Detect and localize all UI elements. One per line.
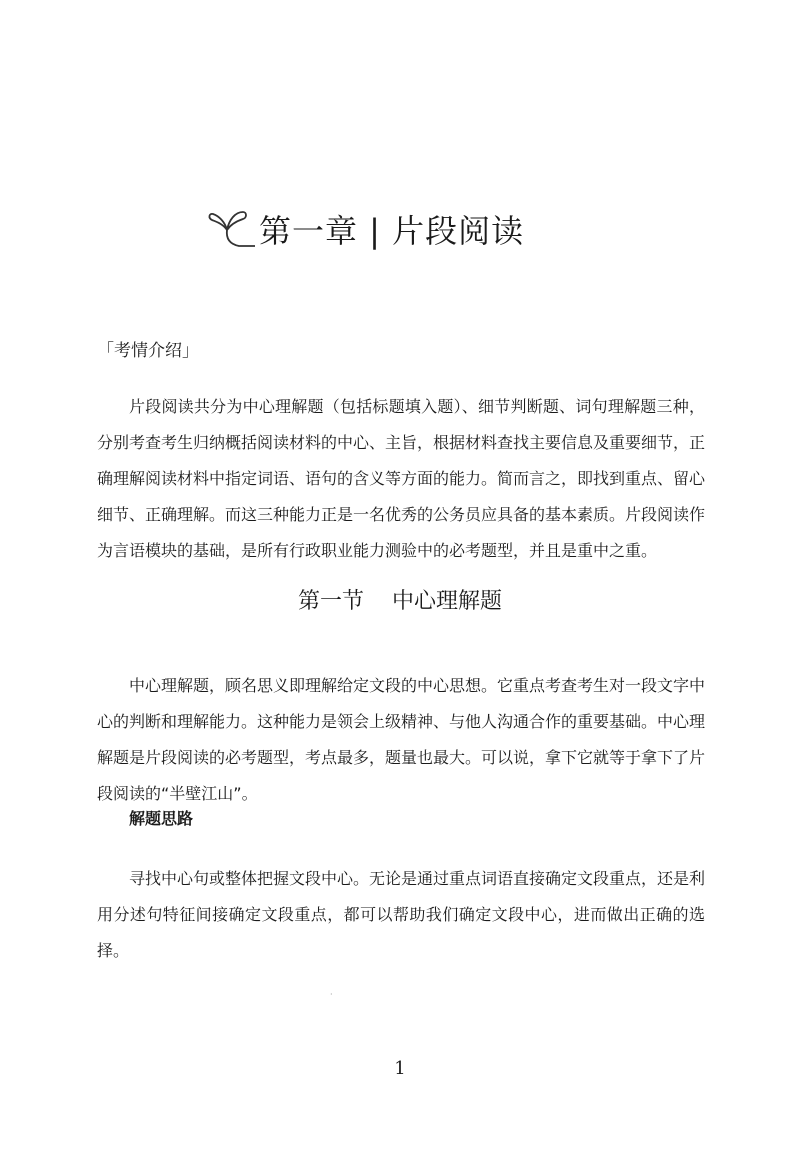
sprout-icon (205, 200, 257, 252)
approach-paragraph: 寻找中心句或整体把握文段中心。无论是通过重点词语直接确定文段重点，还是利用分述句特征间接确定文段重点，都可以帮助我们确定文段中心，进而做出正确的选择。 (97, 869, 706, 960)
chapter-header (205, 200, 605, 260)
scan-dot: · (330, 990, 333, 999)
intro-heading: 「考情介绍」 (97, 341, 199, 361)
section-title: 第一节 中心理解题 (298, 589, 502, 614)
page-number: 1 (394, 1058, 406, 1079)
approach-heading: 解题思路 (129, 809, 194, 828)
section-paragraph: 中心理解题，顾名思义即理解给定文段的中心思想。它重点考查考生对一段文字中心的判断和理解能力。这种能力是领会上级精神、与他人沟通合作的重要基础。中心理解题是片段阅读的必考题型，考点最多，题量也最大。可以说，拿下它就等于拿下了片段阅读的“半壁江山”。 (97, 676, 706, 803)
intro-paragraph: 片段阅读共分为中心理解题（包括标题填入题）、细节判断题、词句理解题三种，分别考查考生归纳概括阅读材料的中心、主旨，根据材料查找主要信息及重要细节，正确理解阅读材料中指定词语、语句的含义等方面的能力。简而言之，即找到重点、留心细节、正确理解。而这三种能力正是一名优秀的公务员应具备的基本素质。片段阅读作为言语模块的基础，是所有行政职业能力测验中的必考题型，并且是重中之重。 (97, 397, 706, 560)
chapter-title: 第一章 | 片段阅读 (259, 212, 525, 250)
